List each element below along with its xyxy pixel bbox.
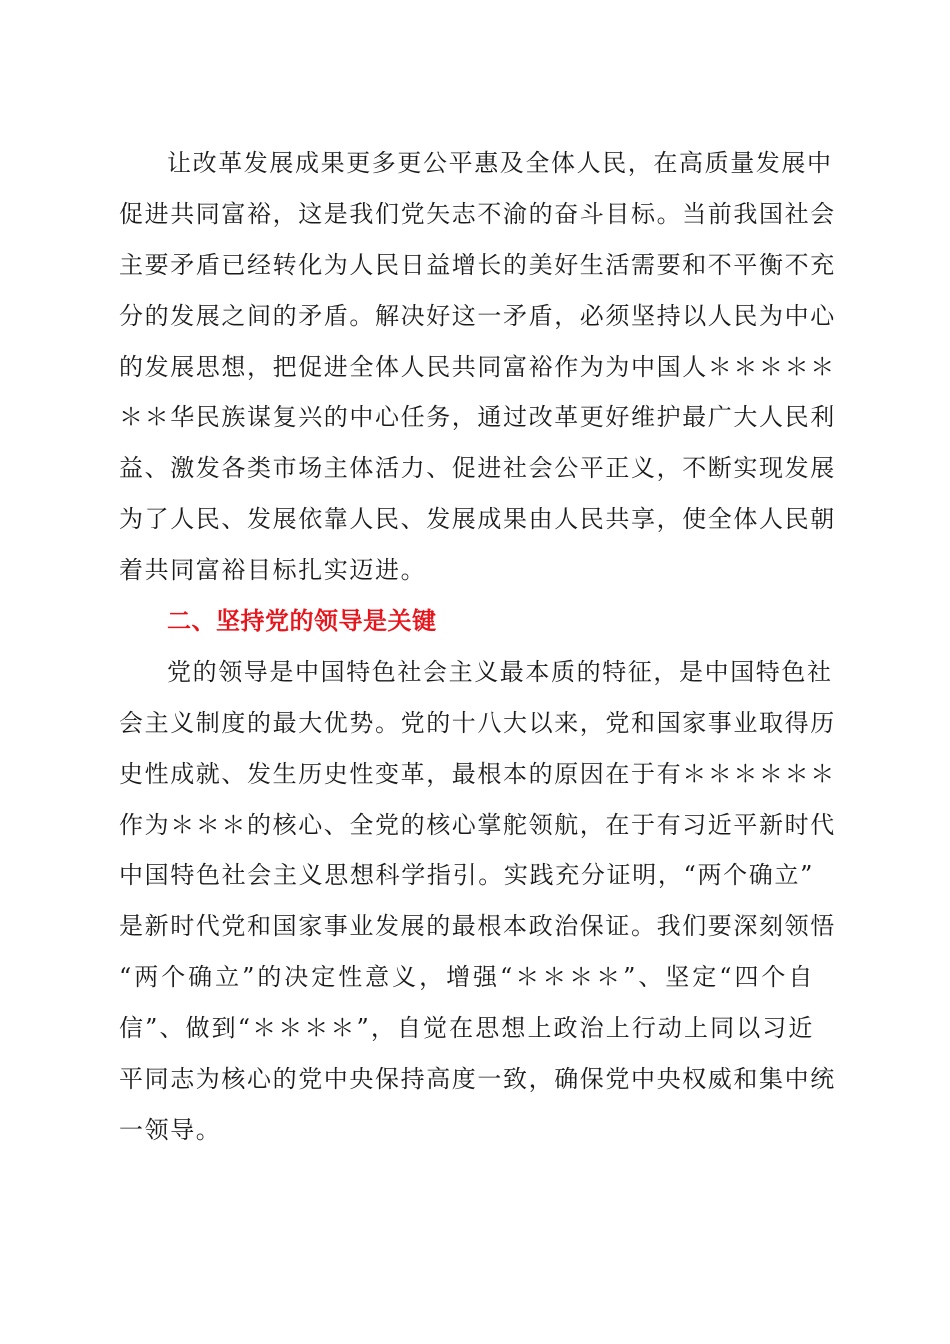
paragraph-common-prosperity [119, 138, 836, 596]
paragraph-line: 会主义制度的最大优势。党的十八大以来，党和国家事业取得历 [119, 708, 836, 737]
section-heading: 二、坚持党的领导是关键 [167, 607, 437, 636]
paragraph-line: 中国特色社会主义思想科学指引。实践充分证明，“两个确立” [119, 861, 814, 890]
paragraph-line: “两个确立”的决定性意义，增强“＊＊＊＊”、坚定“四个自 [119, 963, 814, 992]
paragraph-line: 史性成就、发生历史性变革，最根本的原因在于有＊＊＊＊＊＊ [119, 759, 836, 788]
paragraph-party-leadership [119, 647, 836, 1156]
paragraph-line: 一领导。 [119, 1115, 222, 1144]
paragraph-line: 分的发展之间的矛盾。解决好这一矛盾，必须坚持以人民为中心 [119, 301, 836, 330]
document-body [119, 138, 836, 1156]
paragraph-line: 平同志为核心的党中央保持高度一致，确保党中央权威和集中统 [119, 1065, 836, 1094]
paragraph-line: 主要矛盾已经转化为人民日益增长的美好生活需要和不平衡不充 [119, 250, 836, 279]
paragraph-line: ＊＊华民族谋复兴的中心任务，通过改革更好维护最广大人民利 [119, 403, 836, 432]
paragraph-line: 的发展思想，把促进全体人民共同富裕作为为中国人＊＊＊＊＊ [119, 352, 836, 381]
paragraph-line: 益、激发各类市场主体活力、促进社会公平正义，不断实现发展 [119, 454, 836, 483]
paragraph-line: 党的领导是中国特色社会主义最本质的特征，是中国特色社 [167, 657, 833, 686]
paragraph-line: 为了人民、发展依靠人民、发展成果由人民共享，使全体人民朝 [119, 505, 836, 534]
paragraph-line: 让改革发展成果更多更公平惠及全体人民，在高质量发展中 [167, 149, 833, 177]
paragraph-line: 信”、做到“＊＊＊＊”，自觉在思想上政治上行动上同以习近 [119, 1014, 814, 1043]
paragraph-line: 是新时代党和国家事业发展的最根本政治保证。我们要深刻领悟 [119, 912, 836, 941]
paragraph-line: 作为＊＊＊的核心、全党的核心掌舵领航，在于有习近平新时代 [119, 810, 836, 839]
paragraph-line: 促进共同富裕，这是我们党矢志不渝的奋斗目标。当前我国社会 [119, 199, 836, 228]
paragraph-line: 着共同富裕目标扎实迈进。 [119, 556, 427, 585]
